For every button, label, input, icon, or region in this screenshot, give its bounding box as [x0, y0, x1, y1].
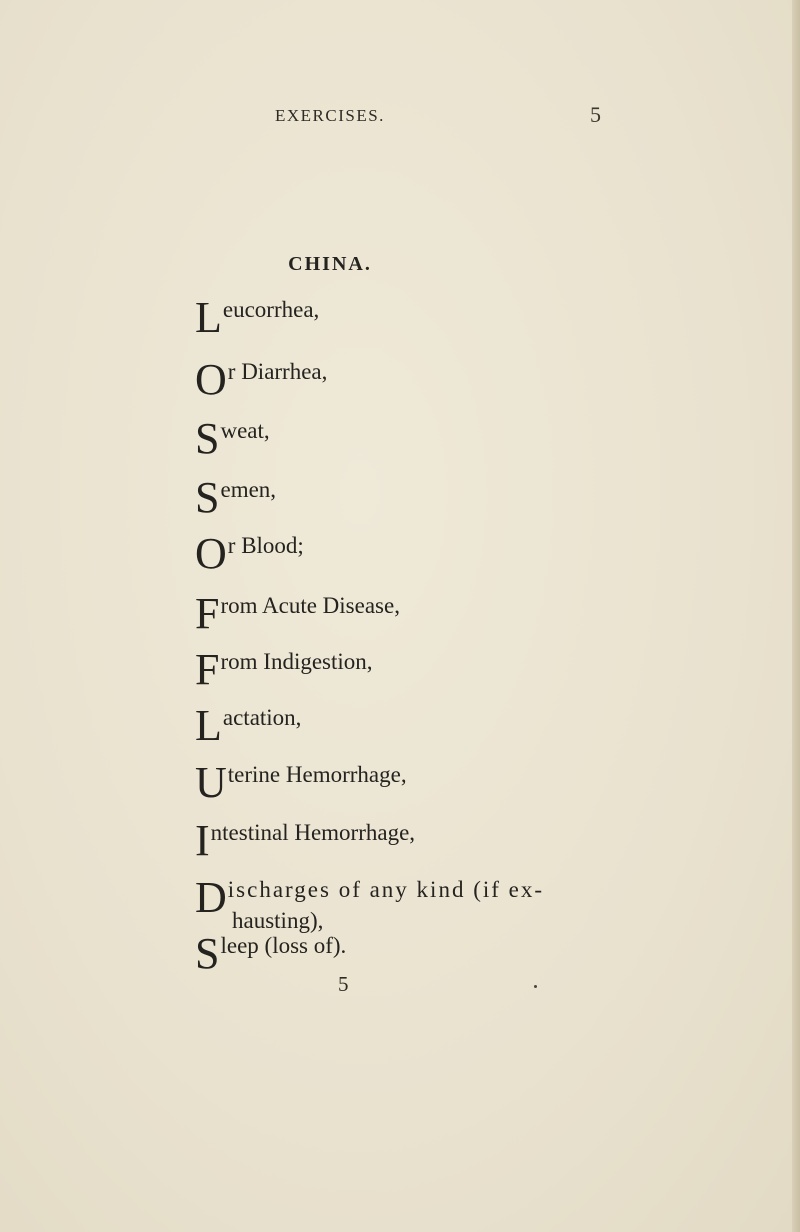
- list-item: [195, 589, 400, 638]
- entry-text: rom Acute Disease,: [220, 593, 400, 618]
- entry-text: r Diarrhea,: [227, 359, 328, 384]
- entry-text: r Blood;: [227, 533, 304, 558]
- list-item: [195, 645, 373, 694]
- list-item: [195, 758, 407, 807]
- drop-initial: F: [195, 589, 220, 638]
- entry-text: ischarges of any kind (if ex-: [227, 877, 545, 902]
- drop-initial: U: [195, 758, 227, 807]
- entry-text: actation,: [222, 705, 302, 730]
- list-item: [195, 701, 302, 750]
- drop-initial: S: [195, 929, 220, 978]
- list-item: [195, 293, 320, 342]
- entry-text: leep (loss of).: [220, 933, 347, 958]
- entry-text: eucorrhea,: [222, 297, 320, 322]
- entry-text: ntestinal Hemorrhage,: [210, 820, 416, 845]
- drop-initial: I: [195, 816, 210, 865]
- drop-initial: D: [195, 873, 227, 922]
- drop-initial: L: [195, 293, 222, 342]
- header-page-number: 5: [590, 102, 601, 127]
- list-item: [195, 355, 328, 404]
- entry-text: weat,: [220, 418, 270, 443]
- drop-initial: S: [195, 414, 220, 463]
- list-item: [195, 816, 416, 865]
- drop-initial: F: [195, 645, 220, 694]
- drop-initial: S: [195, 473, 220, 522]
- entry-text: rom Indigestion,: [220, 649, 373, 674]
- paper-speck: [534, 985, 537, 988]
- list-item: [195, 414, 270, 463]
- list-item: [195, 473, 277, 522]
- drop-initial: O: [195, 529, 227, 578]
- page-edge: [792, 0, 800, 1232]
- drop-initial: L: [195, 701, 222, 750]
- entry-text: terine Hemorrhage,: [227, 762, 407, 787]
- list-item: [195, 529, 304, 578]
- entry-continuation: hausting),: [232, 908, 324, 933]
- entry-text: emen,: [220, 477, 277, 502]
- footer-page-number: 5: [338, 972, 349, 996]
- drop-initial: O: [195, 355, 227, 404]
- list-item: [195, 929, 347, 978]
- section-title: CHINA.: [288, 253, 372, 275]
- running-head: EXERCISES.: [275, 106, 385, 125]
